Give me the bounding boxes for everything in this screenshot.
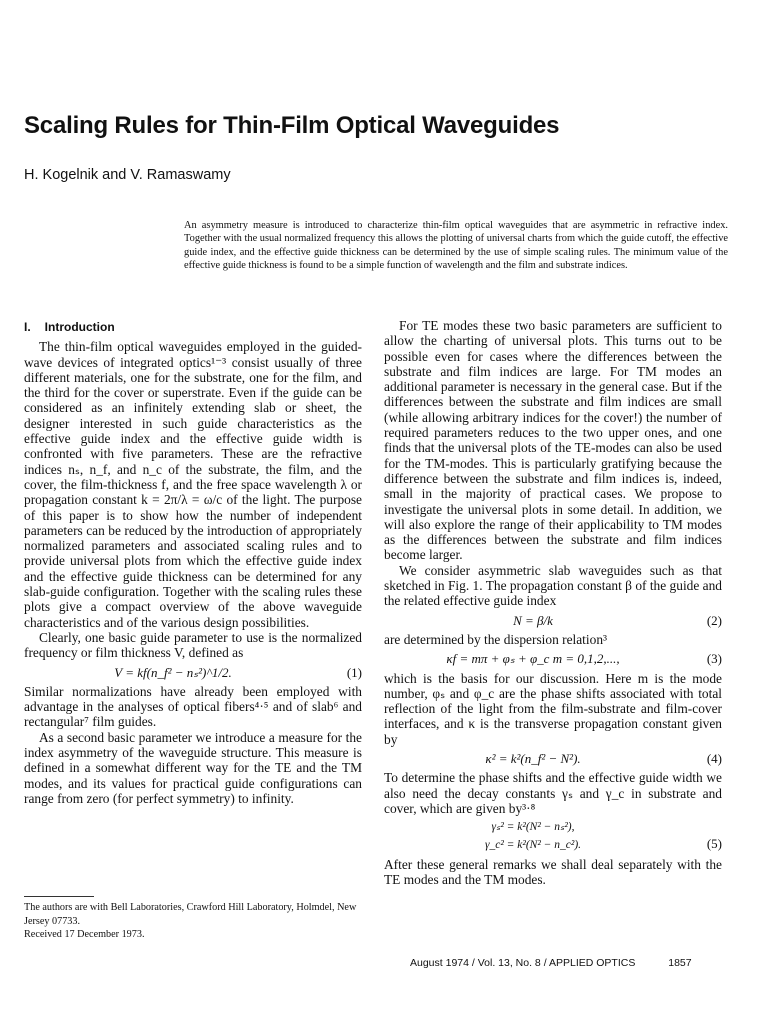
footer-separator: / <box>471 957 475 969</box>
equation-2 <box>384 613 722 628</box>
footer-separator: / <box>543 957 547 969</box>
paper-authors: H. Kogelnik and V. Ramaswamy <box>24 167 231 183</box>
equation-4-number: (4) <box>706 751 722 767</box>
equation-5-number: (5) <box>706 835 722 851</box>
left-paragraph-2: Clearly, one basic guide parameter to use is the normalized frequency or film thickness V, defined as <box>24 629 362 661</box>
equation-3 <box>384 651 722 666</box>
equation-1-text: V = kf(n_f² − nₛ²)^1/2. <box>114 664 232 680</box>
section-title: Introduction <box>44 320 115 334</box>
equation-3-text: κf = mπ + φₛ + φ_c m = 0,1,2,..., <box>446 651 620 667</box>
right-paragraph-6: After these general remarks we shall deal separately with the TE modes and the TM modes. <box>384 856 722 888</box>
equation-4 <box>384 751 722 766</box>
footer-date: August 1974 <box>410 957 469 969</box>
right-paragraph-4: which is the basis for our discussion. Here m is the mode number, φₛ and φ_c are the phase shifts associated with total reflection of the light from the film-substrate and film-cover interfaces, and κ is the transverse propagation constant given by <box>384 670 722 747</box>
page-footer <box>410 957 692 969</box>
footnote-affiliation: The authors are with Bell Laboratories, Crawford Hill Laboratory, Holmdel, New Jersey 07733. <box>24 902 357 927</box>
footer-journal: APPLIED OPTICS <box>548 957 636 969</box>
equation-3-number: (3) <box>706 651 722 667</box>
right-paragraph-2: We consider asymmetric slab waveguides such as that sketched in Fig. 1. The propagation constant β of the guide and the related effective guide index <box>384 562 722 609</box>
left-column <box>24 318 362 806</box>
equation-5b-text: γ_c² = k²(N² − n_c²). <box>484 838 582 851</box>
right-column <box>384 318 722 887</box>
equation-4-text: κ² = k²(n_f² − N²). <box>485 751 581 767</box>
page-number: 1857 <box>668 957 692 969</box>
footer-volume: Vol. 13, No. 8 <box>477 957 541 969</box>
footnote-received: Received 17 December 1973. <box>24 929 145 941</box>
abstract: An asymmetry measure is introduced to characterize thin-film optical waveguides that are asymmetric in refractive index. Together with the usual normalized frequency this allows the plotting of universal charts from which the guide cutoff, the effective guide index, and the effective guide thickness can be determined by the use of simple scaling rules. The minimum value of the effective guide thickness is found to be a simple function of wavelength and the film and substrate indices. <box>184 220 728 272</box>
footnote-rule <box>24 896 94 897</box>
left-paragraph-3: Similar normalizations have already been employed with advantage in the analyses of optical fibers⁴·⁵ and of slab⁶ and rectangular⁷ film guides. <box>24 683 362 730</box>
equation-2-number: (2) <box>706 612 722 628</box>
equation-5b <box>384 836 722 853</box>
equation-2-text: N = β/k <box>513 612 553 628</box>
equation-5a-text: γₛ² = k²(N² − nₛ²), <box>491 821 575 834</box>
section-heading <box>24 320 362 335</box>
right-paragraph-5: To determine the phase shifts and the effective guide width we also need the decay constants γₛ and γ_c in substrate and cover, which are given by³·⁸ <box>384 770 722 816</box>
equation-5a <box>384 820 722 835</box>
equation-1 <box>24 665 362 680</box>
right-paragraph-3: are determined by the dispersion relation³ <box>384 631 608 647</box>
section-number: I. <box>24 320 31 334</box>
right-paragraph-1: For TE modes these two basic parameters are sufficient to allow the charting of universal plots. This turns out to be possible even for cases where the differences between the substrate and film indices are large. For TM modes an additional parameter is necessary in the general case. But if the differences between the substrate and film indices are small (while allowing arbitrary indices for the cover!) the number of required parameters reduces to the two upper ones, and one finds that the universal plots of the TE-modes can also be used for the TM-modes. This is particularly gratifying because the difference between the substrate and film indices is, indeed, small in the majority of practical cases. We propose to investigate the universal plots in some detail. In addition, we will also explore the range of their applicability to TM modes as the differences between the substrate and film indices become larger. <box>384 318 722 563</box>
paper-title: Scaling Rules for Thin-Film Optical Waveguides <box>24 112 560 139</box>
equation-1-number: (1) <box>346 664 362 680</box>
footnotes <box>24 901 364 942</box>
left-paragraph-1: The thin-film optical waveguides employed in the guided-wave devices of integrated optics¹⁻³ consist usually of three different materials, one for the substrate, one for the film, and the third for the cover or superstrate. Even if the guide can be considered as an infinitely extending slab or sheet, the designer interested in such guide characteristics as the effective guide index and the effective guide width is confronted with five parameters. These are the refractive indices nₛ, n_f, and n_c of the substrate, the film, and the cover, the film-thickness f, and the free space wavelength λ or propagation constant k = 2π/λ = ω/c of the light. The purpose of this paper is to show how the number of independent parameters can be reduced by the introduction of appropriately normalized parameters and associated scaling rules and to provide universal plots from which the effective guide index and the effective guide thickness can be determined for any slab-guide configuration. Together with the scaling rules these plots give a compact overview of the above waveguide characteristics and of the various design possibilities. <box>24 339 362 630</box>
left-paragraph-4: As a second basic parameter we introduce a measure for the index asymmetry of the waveguide structure. This measure is defined in a somewhat different way for the TE and the TM modes, and its values for practical guide configurations can range from zero (for perfect symmetry) to infinity. <box>24 729 362 806</box>
